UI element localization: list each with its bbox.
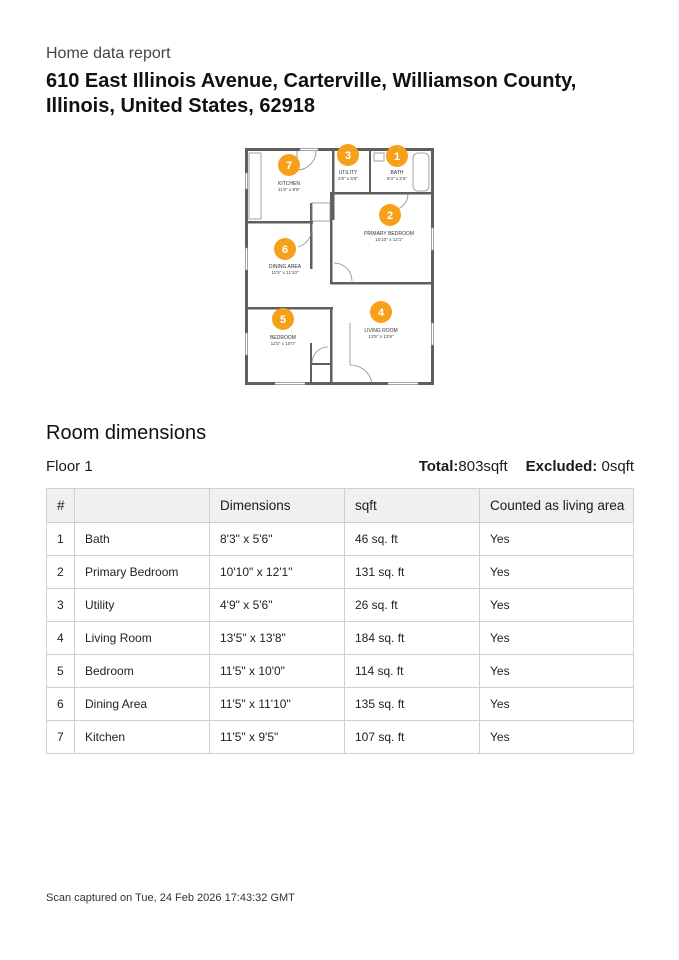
closet xyxy=(312,203,330,221)
cell-number: 1 xyxy=(47,523,75,556)
table-row xyxy=(47,523,634,556)
room-marker xyxy=(337,144,359,166)
floor-plan-window xyxy=(246,248,248,270)
cell-sqft: 184 sq. ft xyxy=(345,622,480,655)
cell-living-area: Yes xyxy=(480,688,634,721)
kitchen-counter xyxy=(249,153,261,219)
floor-plan-window xyxy=(246,173,248,189)
room-label: KITCHEN xyxy=(278,181,300,187)
floor-plan-wall xyxy=(310,343,312,385)
floor-plan xyxy=(240,143,440,393)
cell-sqft: 46 sq. ft xyxy=(345,523,480,556)
cell-number: 6 xyxy=(47,688,75,721)
cell-sqft: 107 sq. ft xyxy=(345,721,480,754)
report-label: Home data report xyxy=(46,45,171,62)
table-row xyxy=(47,589,634,622)
cell-sqft: 114 sq. ft xyxy=(345,655,480,688)
cell-number: 5 xyxy=(47,655,75,688)
room-dims: 8'3" x 5'6" xyxy=(386,176,408,181)
cell-living-area: Yes xyxy=(480,556,634,589)
svg-text:3: 3 xyxy=(344,150,352,162)
floor-plan-door xyxy=(312,347,328,363)
floor-name: Floor 1 xyxy=(46,458,93,475)
floor-plan-wall xyxy=(310,363,332,365)
column-header: Dimensions xyxy=(210,489,345,523)
cell-number: 4 xyxy=(47,622,75,655)
floor-plan-wall xyxy=(369,148,371,194)
room-dims: 13'5" x 13'8" xyxy=(368,334,394,339)
cell-room: Dining Area xyxy=(75,688,210,721)
cell-room: Bedroom xyxy=(75,655,210,688)
cell-sqft: 135 sq. ft xyxy=(345,688,480,721)
property-address: 610 East Illinois Avenue, Carterville, Williamson County, Illinois, United States, 62918 xyxy=(46,70,577,117)
column-header: sqft xyxy=(345,489,480,523)
cell-living-area: Yes xyxy=(480,622,634,655)
floor-plan-wall xyxy=(330,282,434,285)
floor-plan-wall xyxy=(332,192,434,195)
cell-room: Primary Bedroom xyxy=(75,556,210,589)
cell-room: Living Room xyxy=(75,622,210,655)
floor-plan-window xyxy=(275,383,305,385)
table-row xyxy=(47,688,634,721)
floor-plan-window xyxy=(432,323,434,345)
scan-timestamp: Scan captured on Tue, 24 Feb 2026 17:43:32 GMT xyxy=(46,892,295,904)
floor-plan-window xyxy=(300,149,318,151)
svg-text:1: 1 xyxy=(393,151,401,163)
floor-plan-door xyxy=(334,263,352,281)
table-row xyxy=(47,556,634,589)
room-marker xyxy=(272,308,294,330)
room-marker xyxy=(386,145,408,167)
floor-plan-window xyxy=(246,333,248,355)
area-totals xyxy=(419,458,634,475)
cell-living-area: Yes xyxy=(480,655,634,688)
cell-sqft: 26 sq. ft xyxy=(345,589,480,622)
floor-plan-wall xyxy=(330,307,333,385)
floor-plan-wall xyxy=(245,307,333,310)
cell-living-area: Yes xyxy=(480,523,634,556)
room-dims: 10'10" x 12'1" xyxy=(375,237,403,242)
table-row xyxy=(47,721,634,754)
cell-room: Utility xyxy=(75,589,210,622)
room-label: PRIMARY BEDROOM xyxy=(364,231,414,237)
cell-number: 7 xyxy=(47,721,75,754)
cell-dimensions: 13'5" x 13'8" xyxy=(210,622,345,655)
room-dims: 4'9" x 5'6" xyxy=(337,176,359,181)
excluded-value: 0sqft xyxy=(597,458,634,475)
total-value: 803sqft xyxy=(458,458,508,475)
floor-plan-wall xyxy=(245,221,313,224)
cell-number: 2 xyxy=(47,556,75,589)
total-label: Total: xyxy=(418,458,459,475)
room-marker xyxy=(278,154,300,176)
section-title: Room dimensions xyxy=(46,422,207,444)
room-label: BATH xyxy=(390,170,404,176)
svg-text:2: 2 xyxy=(386,210,394,222)
cell-dimensions: 4'9" x 5'6" xyxy=(210,589,345,622)
cell-sqft: 131 sq. ft xyxy=(345,556,480,589)
room-label: LIVING ROOM xyxy=(364,328,398,334)
cell-dimensions: 8'3" x 5'6" xyxy=(210,523,345,556)
column-header xyxy=(75,489,210,523)
sink xyxy=(374,153,384,161)
room-dims: 11'5" x 10'0" xyxy=(270,341,296,346)
floor-plan-wall xyxy=(431,148,434,385)
cell-dimensions: 10'10" x 12'1" xyxy=(210,556,345,589)
table-row xyxy=(47,655,634,688)
room-marker xyxy=(370,301,392,323)
room-marker xyxy=(274,238,296,260)
cell-living-area: Yes xyxy=(480,589,634,622)
svg-text:5: 5 xyxy=(279,314,287,326)
svg-text:7: 7 xyxy=(285,160,293,172)
svg-text:6: 6 xyxy=(281,244,289,256)
column-header: # xyxy=(47,489,75,523)
table-row xyxy=(47,622,634,655)
cell-room: Bath xyxy=(75,523,210,556)
column-header: Counted as living area xyxy=(480,489,634,523)
cell-dimensions: 11'5" x 11'10" xyxy=(210,688,345,721)
bathtub xyxy=(413,153,429,191)
room-dims: 11'5" x 9'5" xyxy=(277,187,301,192)
room-label: BEDROOM xyxy=(270,335,296,341)
excluded-label: Excluded: xyxy=(525,458,598,475)
cell-dimensions: 11'5" x 9'5" xyxy=(210,721,345,754)
floor-plan-window xyxy=(388,383,418,385)
room-marker xyxy=(379,204,401,226)
svg-text:4: 4 xyxy=(377,307,385,319)
table-header-row xyxy=(47,489,634,523)
floor-summary xyxy=(46,458,634,478)
floor-plan-door xyxy=(297,151,316,170)
room-dims: 11'5" x 11'10" xyxy=(271,270,299,275)
cell-room: Kitchen xyxy=(75,721,210,754)
room-dimensions-table xyxy=(46,488,634,754)
room-label: DINING AREA xyxy=(268,264,302,270)
floor-plan-window xyxy=(432,228,434,250)
cell-number: 3 xyxy=(47,589,75,622)
cell-living-area: Yes xyxy=(480,721,634,754)
cell-dimensions: 11'5" x 10'0" xyxy=(210,655,345,688)
room-label: UTILITY xyxy=(338,170,358,176)
